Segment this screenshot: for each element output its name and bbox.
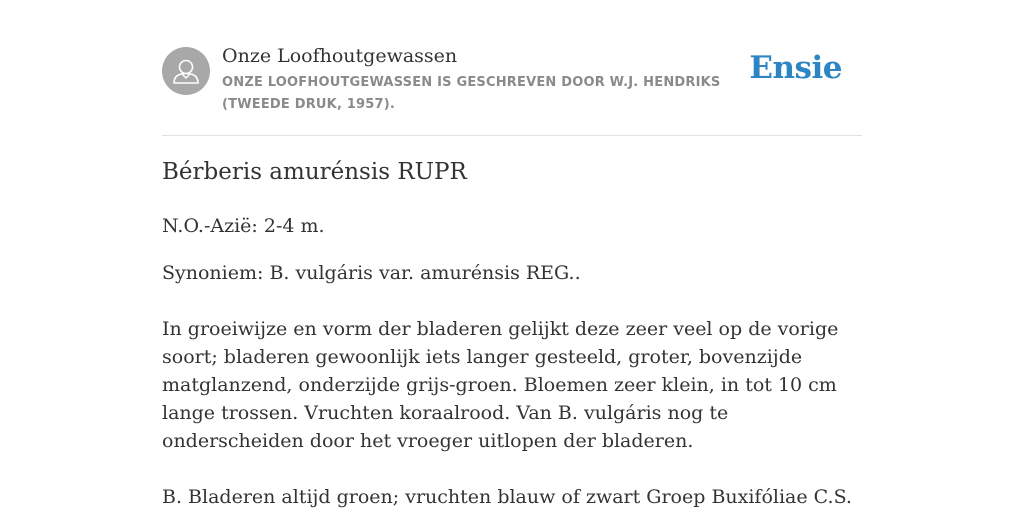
- entry-paragraph: In groeiwijze en vorm der bladeren gelijkt deze zeer veel op de vorige soort; bladeren gewoonlijk iets langer gesteeld, groter, bovenzijde matglanzend, onderzijde grijs-groen. Bloemen zeer klein, in tot 10 cm lange trossen. Vruchten koraalrood. Van B. vulgáris nog te onderscheiden door het vroeger uitlopen der bladeren.: [162, 318, 839, 452]
- source-title[interactable]: Onze Loofhoutgewassen: [222, 45, 458, 67]
- page: [162, 0, 862, 508]
- entry-paragraph: Synoniem: B. vulgáris var. amurénsis REG..: [162, 262, 581, 284]
- source-header: [162, 0, 862, 136]
- entry-paragraph: N.O.-Azië: 2-4 m.: [162, 215, 325, 237]
- brand-logo[interactable]: Ensie: [749, 50, 842, 86]
- source-avatar[interactable]: [162, 47, 210, 95]
- entry-title: Bérberis amurénsis RUPR: [162, 159, 467, 185]
- entry-paragraph: B. Bladeren altijd groen; vruchten blauw of zwart Groep Buxifóliae C.S.: [162, 486, 852, 508]
- user-icon: [162, 47, 210, 95]
- source-description: ONZE LOOFHOUTGEWASSEN IS GESCHREVEN DOOR W.J. HENDRIKS (TWEEDE DRUK, 1957).: [222, 75, 721, 112]
